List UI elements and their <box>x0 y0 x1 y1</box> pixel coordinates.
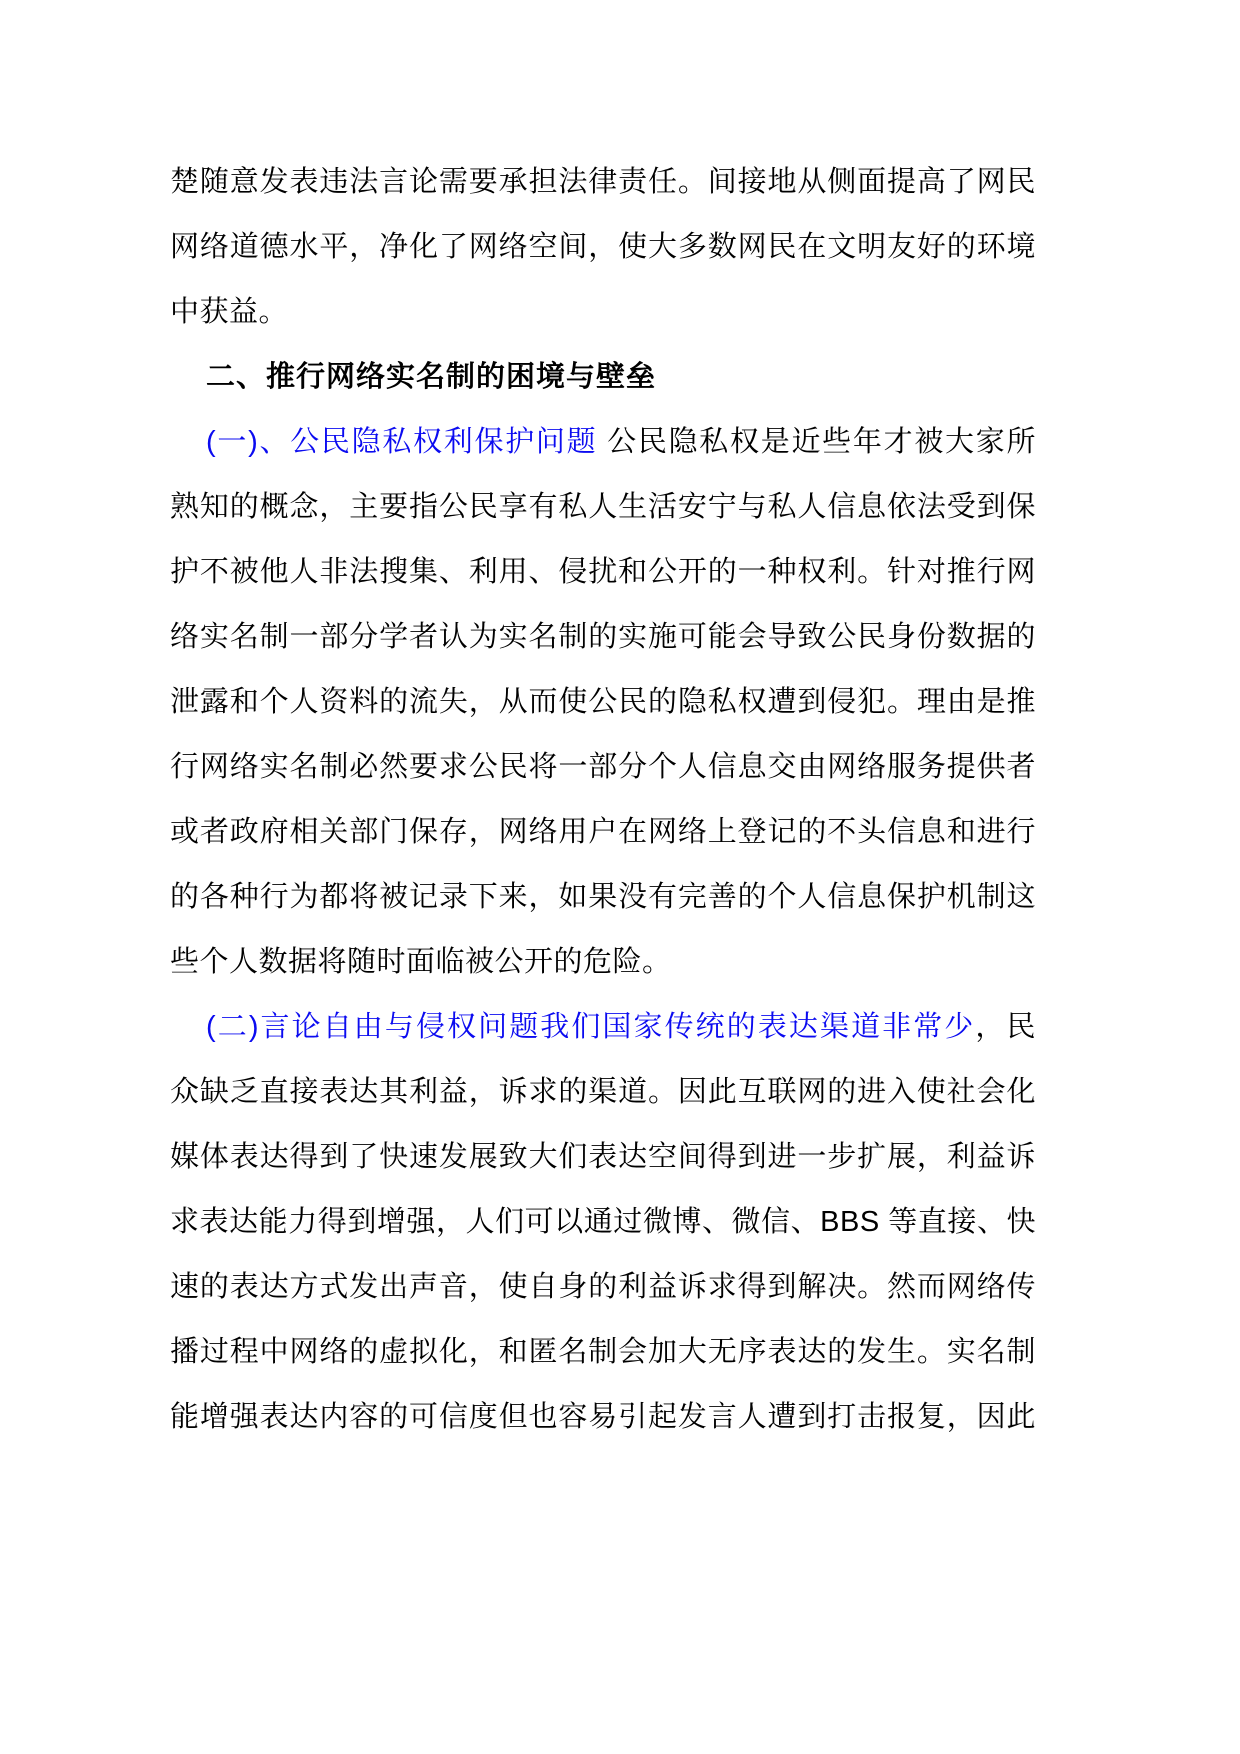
text-segment: 二、推行网络实名制的困境与壁垒 <box>206 361 657 393</box>
text-segment: 公民隐私权是近些年才被大家所 <box>597 426 1036 458</box>
text-line <box>170 800 1036 865</box>
highlighted-text-segment: (二)言论自由与侵权问题我们国家传统的表达渠道非常少 <box>206 1011 976 1043</box>
text-segment: 求表达能力得到增强，人们可以通过微博、微信、BBS 等直接、快 <box>170 1206 1036 1238</box>
highlighted-text-segment: (一)、公民隐私权利保护问题 <box>206 426 598 458</box>
text-line <box>170 215 1036 280</box>
text-line <box>170 410 1036 475</box>
text-line <box>170 1385 1036 1450</box>
text-line <box>170 865 1036 930</box>
section-heading-2 <box>170 345 1036 410</box>
text-line <box>170 605 1036 670</box>
text-segment: 泄露和个人资料的流失，从而使公民的隐私权遭到侵犯。理由是推 <box>170 686 1036 718</box>
text-line <box>170 150 1036 215</box>
text-line <box>170 1060 1036 1125</box>
text-segment: 的各种行为都将被记录下来，如果没有完善的个人信息保护机制这 <box>170 881 1036 913</box>
text-segment: 众缺乏直接表达其利益，诉求的渠道。因此互联网的进入使社会化 <box>170 1076 1036 1108</box>
text-segment: 些个人数据将随时面临被公开的危险。 <box>170 946 672 978</box>
text-segment: 媒体表达得到了快速发展致大们表达空间得到进一步扩展，利益诉 <box>170 1141 1036 1173</box>
paragraph-conclusion-benefits <box>170 150 1036 345</box>
text-segment: ，民 <box>975 1011 1036 1043</box>
text-line <box>170 540 1036 605</box>
text-segment: 护不被他人非法搜集、利用、侵扰和公开的一种权利。针对推行网 <box>170 556 1036 588</box>
text-segment: 行网络实名制必然要求公民将一部分个人信息交由网络服务提供者 <box>170 751 1036 783</box>
document-body <box>170 150 1036 1450</box>
text-segment: 能增强表达内容的可信度但也容易引起发言人遭到打击报复，因此 <box>170 1401 1036 1433</box>
text-segment: 网络道德水平，净化了网络空间，使大多数网民在文明友好的环境 <box>170 231 1036 263</box>
text-segment: 楚随意发表违法言论需要承担法律责任。间接地从侧面提高了网民 <box>170 166 1036 198</box>
text-line <box>170 1125 1036 1190</box>
text-line <box>170 1320 1036 1385</box>
text-line <box>170 1255 1036 1320</box>
text-line <box>170 475 1036 540</box>
text-line <box>170 1190 1036 1255</box>
text-segment: 速的表达方式发出声音，使自身的利益诉求得到解决。然而网络传 <box>170 1271 1036 1303</box>
text-segment: 络实名制一部分学者认为实名制的实施可能会导致公民身份数据的 <box>170 621 1036 653</box>
paragraph-free-speech <box>170 995 1036 1450</box>
paragraph-privacy-protection <box>170 410 1036 995</box>
text-line <box>170 735 1036 800</box>
text-segment: 熟知的概念，主要指公民享有私人生活安宁与私人信息依法受到保 <box>170 491 1036 523</box>
text-line <box>170 995 1036 1060</box>
text-segment: 或者政府相关部门保存，网络用户在网络上登记的不头信息和进行 <box>170 816 1036 848</box>
text-line <box>170 930 1036 995</box>
text-line <box>170 345 1036 410</box>
text-segment: 中获益。 <box>170 296 289 328</box>
text-segment: 播过程中网络的虚拟化，和匿名制会加大无序表达的发生。实名制 <box>170 1336 1036 1368</box>
text-line <box>170 670 1036 735</box>
text-line <box>170 280 1036 345</box>
